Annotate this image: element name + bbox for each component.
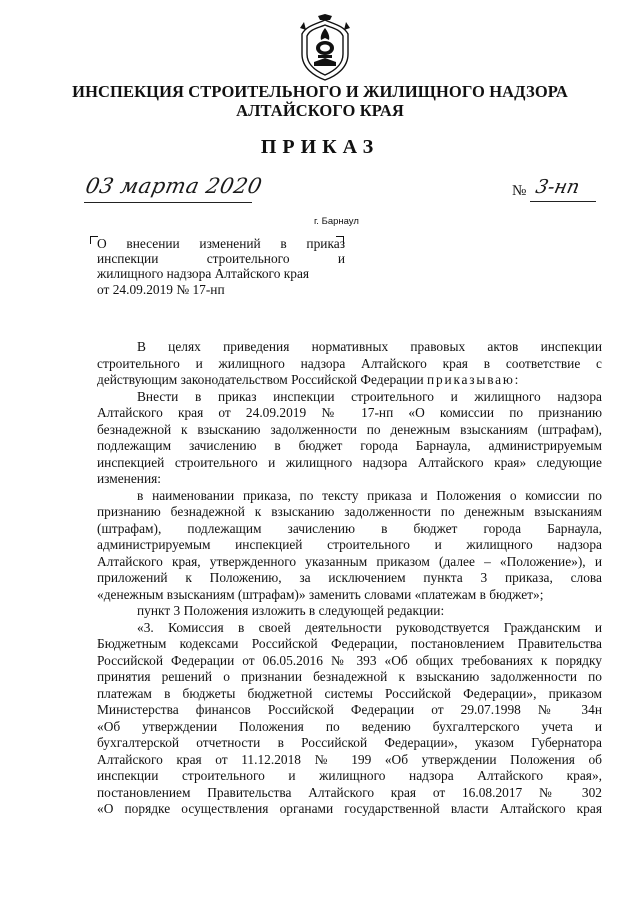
subject-line: жилищного надзора Алтайского края	[97, 266, 310, 282]
body-line	[97, 719, 602, 736]
body-line	[97, 636, 602, 653]
body-line-text: подлежащим зачислению в бюджет города Барнаула, администрируемым	[97, 438, 602, 453]
number-sign: №	[512, 183, 527, 199]
date-underline	[84, 202, 252, 203]
subject-line: О внесении изменений в приказ	[97, 236, 345, 251]
body-line	[97, 686, 602, 703]
document-title: ПРИКАЗ	[260, 136, 380, 158]
body-line	[97, 422, 602, 439]
body-line	[97, 537, 602, 554]
body-line	[97, 356, 602, 373]
body-line-text: изменения:	[97, 471, 162, 486]
body-line-text: приложений к Положению, за исключением пункта 3 приказа, слова	[97, 570, 602, 585]
body-line-text: инспекции строительного и жилищного надзора Алтайского края»,	[97, 768, 602, 783]
body-line-text: Алтайского края, утвержденного указанным приказом (далее – «Положение»), и	[97, 553, 602, 569]
body-line-text: В целях приведения нормативных правовых актов инспекции	[137, 339, 602, 354]
handwritten-number: 3-нп	[533, 176, 582, 198]
body-line-text: Алтайского края от 24.09.2019 № 17-нп «О комиссии по признанию	[97, 405, 602, 420]
document-body	[97, 339, 602, 818]
body-line	[97, 455, 602, 472]
body-line-text: Бюджетным кодексами Российской Федерации, постановлением Правительства	[97, 636, 602, 651]
body-line	[97, 471, 602, 488]
body-line-text: пункт 3 Положения изложить в следующей редакции:	[137, 603, 445, 618]
body-line-text: (штрафам), подлежащим зачислению в бюджет города Барнаула,	[97, 520, 602, 536]
subject-line: инспекции строительного и	[97, 251, 345, 267]
body-line-text: Внести в приказ инспекции строительного и жилищного надзора	[137, 388, 602, 404]
body-line	[97, 372, 602, 389]
body-line	[97, 504, 602, 521]
body-line	[97, 405, 602, 422]
body-line-text: Министерства финансов Российской Федерации от 29.07.1998 № 34н	[97, 702, 602, 717]
document-subject	[97, 236, 345, 297]
body-line-text: бухгалтерской отчетности в Российской Федерации», указом Губернатора	[97, 735, 602, 750]
body-line-text: администрируемым инспекцией строительного и жилищного надзора	[97, 537, 602, 552]
body-line	[97, 488, 602, 505]
body-line	[97, 752, 602, 769]
handwritten-date: 03 марта 2020	[83, 174, 265, 198]
body-line	[97, 768, 602, 785]
organization-name-line2: АЛТАЙСКОГО КРАЯ	[236, 101, 404, 120]
body-line-text: действующим законодательством Российской Федерации	[97, 372, 424, 387]
body-line	[97, 785, 602, 802]
body-line	[97, 653, 602, 670]
body-line	[97, 570, 602, 587]
body-line-text: «Об утверждении Положения по ведению бухгалтерского учета и	[97, 718, 602, 734]
body-line-text: Российской Федерации от 06.05.2016 № 393 «Об общих требованиях к порядку	[97, 652, 602, 668]
body-line-text: постановлением Правительства Алтайского края от 16.08.2017 № 302	[97, 784, 602, 800]
body-line	[97, 603, 602, 620]
city-label: г. Барнаул	[314, 216, 359, 227]
body-line	[97, 521, 602, 538]
body-line	[97, 620, 602, 637]
body-line-text: «О порядке осуществления органами государственной власти Алтайского края	[97, 801, 602, 816]
body-line-text: в наименовании приказа, по тексту приказа и Положения о комиссии по	[137, 487, 602, 503]
number-underline	[530, 201, 596, 202]
body-line-text: безнадежной к взысканию задолженности по денежным взысканиям (штрафам),	[97, 421, 602, 437]
body-line	[97, 735, 602, 752]
organization-name-line1: ИНСПЕКЦИЯ СТРОИТЕЛЬНОГО И ЖИЛИЩНОГО НАДЗОРА	[72, 82, 568, 101]
body-line	[97, 438, 602, 455]
body-line-text: признанию безнадежной к взысканию задолженности по денежным взысканиям	[97, 504, 602, 519]
subject-line: от 24.09.2019 № 17-нп	[97, 281, 225, 297]
body-line-text: инспекцией строительного и жилищного надзора Алтайского края» следующие	[97, 454, 602, 470]
body-line	[97, 339, 602, 356]
body-line	[97, 669, 602, 686]
body-line	[97, 554, 602, 571]
body-line-text: «3. Комиссия в своей деятельности руководствуется Гражданским и	[137, 619, 602, 635]
body-line	[97, 702, 602, 719]
body-line-text: платежам в бюджеты бюджетной системы Российской Федерации», приказом	[97, 685, 602, 701]
body-line-text: Алтайского края от 11.12.2018 № 199 «Об утверждении Положения об	[97, 751, 602, 767]
body-line-emphasis: приказываю:	[427, 372, 521, 387]
body-line	[97, 389, 602, 406]
body-line	[97, 587, 602, 604]
body-line-text: принятия решений о признании безнадежной к взысканию задолженности по	[97, 669, 602, 684]
body-line-text: «денежным взысканиям (штрафам)» заменить словами «платежам в бюджет»;	[97, 586, 544, 602]
body-line-text: строительного и жилищного надзора Алтайского края в соответствие с	[97, 355, 602, 371]
body-line	[97, 801, 602, 818]
coat-of-arms-icon	[294, 14, 356, 82]
